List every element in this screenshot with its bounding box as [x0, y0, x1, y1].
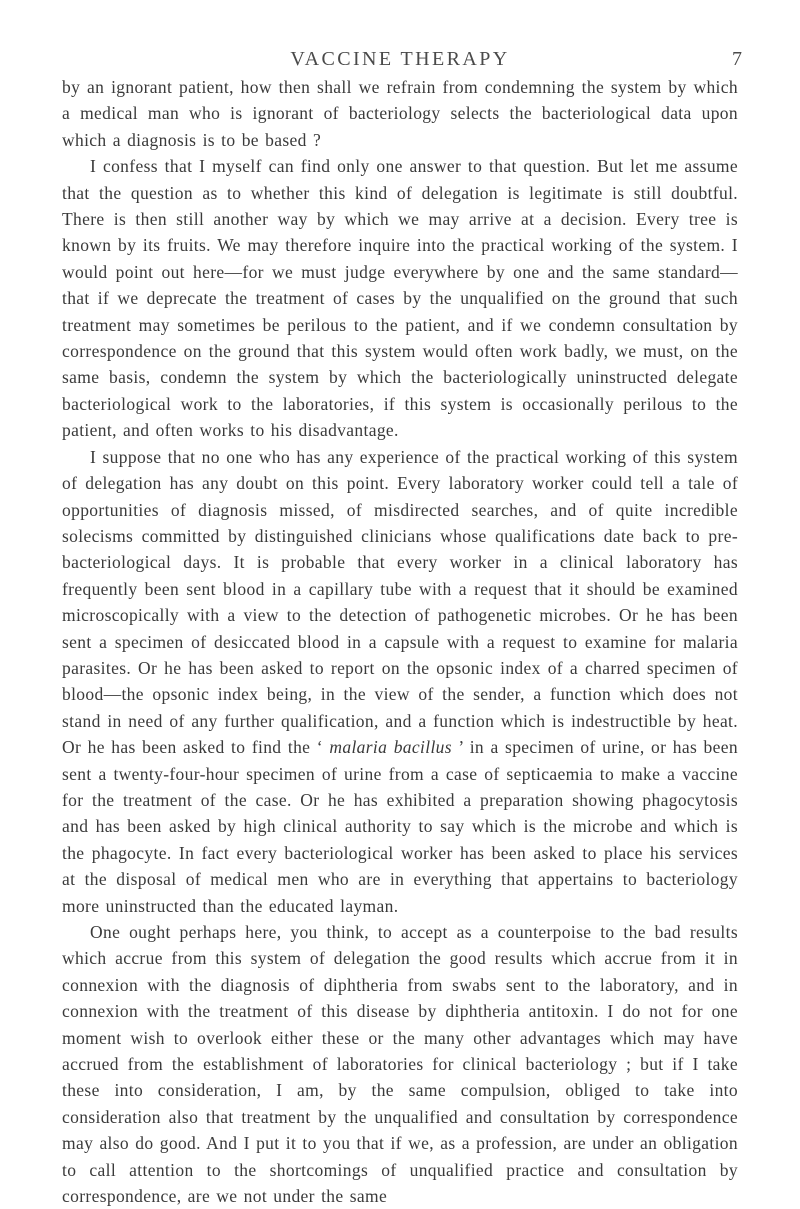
paragraph-continuation: by an ignorant patient, how then shall we refrain from condemning the system by which a medical man who is ignorant of bacteriology selects the bacteriological data upon which a diagnosis is to be based ?: [62, 77, 738, 150]
paragraph-laboratory-examples: [62, 444, 738, 919]
running-title: VACCINE THERAPY: [290, 48, 510, 70]
italic-term: malaria bacillus: [329, 737, 452, 758]
running-head: [0, 44, 800, 74]
paragraph-delegation-question: I confess that I myself can find only one answer to that question. But let me assume that the question as to whether this kind of delegation is legitimate is still doubtful. There is then still another way by which we may arrive at a decision. Every tree is known by its fruits. We may therefore inquire into the practical working of the system. I would point out here—for we must judge everywhere by one and the same standard—that if we deprecate the treatment of cases by the unqualified on the ground that such treatment may sometimes be perilous to the patient, and if we condemn consultation by correspondence on the ground that this system would often work badly, we must, on the same basis, condemn the system by which the bacteriologically uninstructed delegate bacteriological work to the laboratories, if this system is occasionally perilous to the patient, and often works to his disadvantage.: [62, 156, 738, 441]
page-number: 7: [732, 48, 742, 70]
paragraph-text-after-italic: ’ in a specimen of urine, or has been sent a twenty-four-hour specimen of urine from a case of septicaemia to make a vaccine for the treatment of the case. Or he has exhibited a preparation showing phagocytosis and has been asked by high clinical authority to say which is the microbe and which is the phagocyte. In fact every bacteriological worker has been asked to place his services at the disposal of medical men who are in everything that appertains to bacteriology more uninstructed than the educated layman.: [62, 737, 738, 916]
body-text: [62, 74, 738, 1209]
paragraph-text-before-italic: I suppose that no one who has any experience of the practical working of this system of delegation has any doubt on this point. Every laboratory worker could tell a tale of opportunities of diagnosis missed, of misdirected searches, and of quite incredible solecisms committed by distinguished clinicians whose qualifications date back to pre-bacteriological days. It is probable that every worker in a clinical laboratory has frequently been sent blood in a capillary tube with a request that it should be examined microscopically with a view to the detection of pathogenetic microbes. Or he has been sent a specimen of desiccated blood in a capsule with a request to examine for malaria parasites. Or he has been asked to report on the opsonic index of a charred specimen of blood—the opsonic index being, in the view of the sender, a function which does not stand in need of any further qualification, and a function which is indestructible by heat. Or he has been asked to find the ‘: [62, 446, 738, 758]
paragraph-counterpoise: One ought perhaps here, you think, to accept as a counterpoise to the bad results which accrue from this system of delegation the good results which accrue from it in connexion with the diagnosis of diphtheria from swabs sent to the laboratory, and in connexion with the treatment of this disease by diphtheria antitoxin. I do not for one moment wish to overlook either these or the many other advantages which may have accrued from the establishment of laboratories for clinical bacteriology ; but if I take these into consideration, I am, by the same compulsion, obliged to take into consideration also that treatment by the unqualified and consultation by correspondence may also do good. And I put it to you that if we, as a profession, are under an obligation to call attention to the shortcomings of unqualified practice and consultation by correspondence, are we not under the same: [62, 922, 738, 1207]
